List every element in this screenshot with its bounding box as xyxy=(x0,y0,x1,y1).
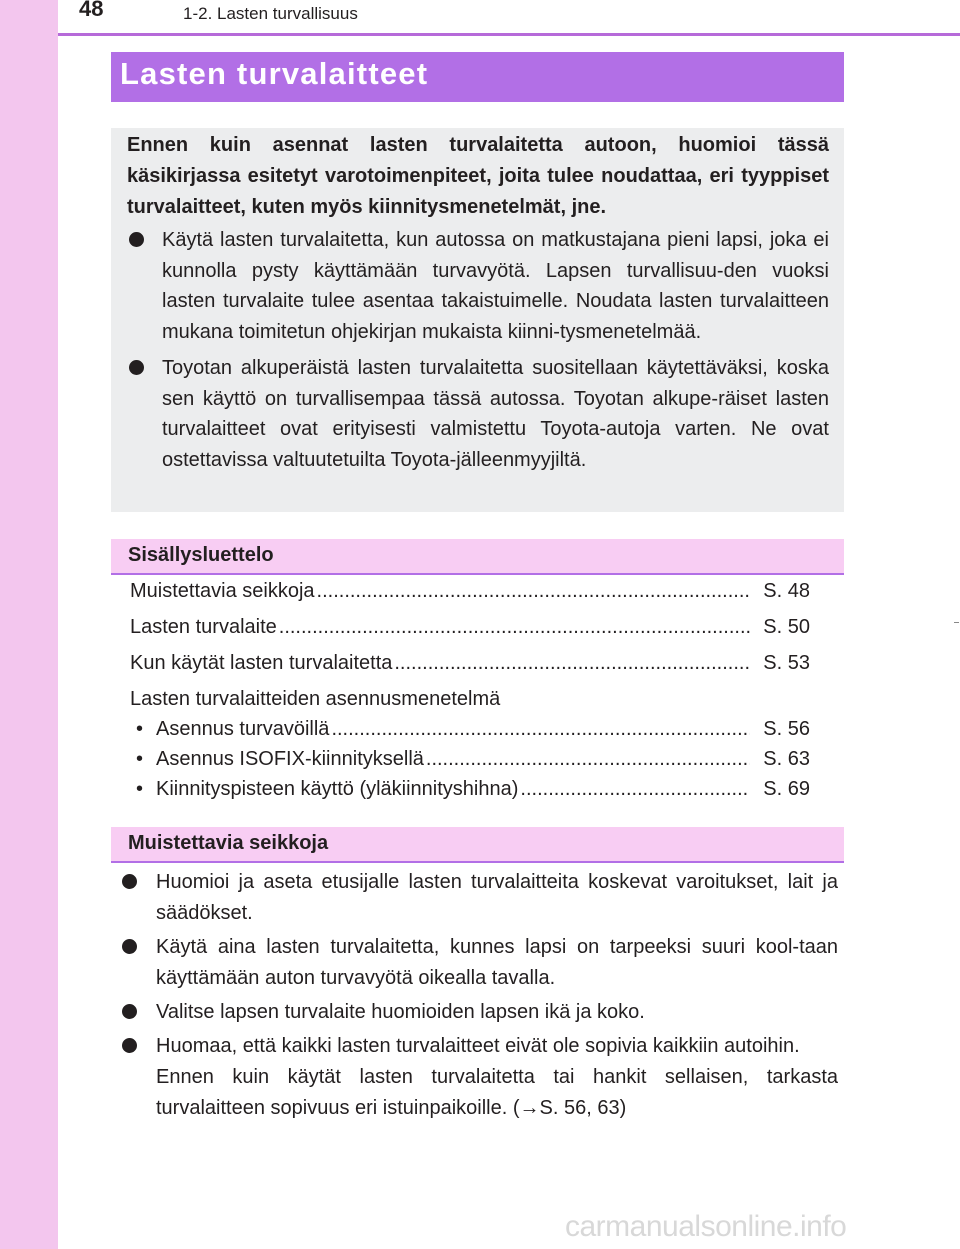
toc-heading: Sisällysluettelo xyxy=(128,544,274,566)
toc-sub-entry[interactable] xyxy=(130,718,810,748)
toc-entry-page: S. 69 xyxy=(763,778,810,800)
dot-leader xyxy=(426,748,750,771)
list-item-text: Valitse lapsen turvalaite huomioiden lapsen ikä ja koko. xyxy=(156,1001,645,1023)
list-item-text: Huomioi ja aseta etusijalle lasten turvalaitteita koskevat varoitukset, lait ja säädökset. xyxy=(156,871,838,924)
list-item-text: Käytä lasten turvalaitetta, kun autossa on matkustajana pieni lapsi, joka ei kunnolla pysty käyttämään turvavyötä. Lapsen turvallisuu-den vuoksi lasten turvalaite tulee asentaa takaistuimelle. Noudata lasten turvalaitteen mukana toimitetun ohjekirjan mukaista kiinni-tysmenetelmää. xyxy=(162,229,829,343)
toc-entry-label: Asennus ISOFIX-kiinnityksellä xyxy=(156,748,424,770)
toc-group-label: Lasten turvalaitteiden asennusmenetelmä xyxy=(130,688,501,710)
list-item-extra-paragraph: Ennen kuin käytät lasten turvalaitetta tai hankit sellaisen, tarkasta turvalaitteen sopivuus eri istuinpaikoille. (→S. 56, 63) xyxy=(156,1066,838,1119)
bullet-icon xyxy=(122,1004,137,1019)
toc-entry-page: S. 50 xyxy=(763,616,810,638)
intro-box xyxy=(111,128,844,512)
dot-leader xyxy=(394,652,750,675)
list-item-text: Huomaa, että kaikki lasten turvalaitteet eivät ole sopivia kaikkiin autoihin. xyxy=(156,1035,800,1057)
page-title-bar xyxy=(111,52,844,102)
toc-sub-entry[interactable] xyxy=(130,748,810,778)
page-number: 48 xyxy=(79,0,104,21)
toc-sub-entry-label-wrap xyxy=(130,748,424,771)
list-item xyxy=(127,225,829,347)
list-item-text: Käytä aina lasten turvalaitetta, kunnes lapsi on tarpeeksi suuri kool-taan käyttämään auton turvavyötä oikealla tavalla. xyxy=(156,936,838,989)
page-title: Lasten turvalaitteet xyxy=(120,56,429,91)
toc-sub-entry[interactable] xyxy=(130,778,810,808)
toc-entry-label: Kiinnityspisteen käyttö (yläkiinnityshihna) xyxy=(156,778,519,800)
table-of-contents xyxy=(130,580,810,808)
toc-sub-entry-label-wrap xyxy=(130,718,329,741)
toc-sub-entry-label-wrap xyxy=(130,778,518,801)
toc-sub-bullet: • xyxy=(136,778,144,800)
bullet-icon xyxy=(129,232,144,247)
header-rule xyxy=(58,33,960,36)
dot-leader xyxy=(317,580,750,603)
dot-leader xyxy=(279,616,750,639)
page-sidebar xyxy=(0,0,58,1249)
bullet-icon xyxy=(122,939,137,954)
toc-sub-bullet: • xyxy=(136,748,144,770)
toc-entry-label: Kun käytät lasten turvalaitetta xyxy=(130,652,393,674)
notes-bullet-list xyxy=(120,867,838,1124)
notes-heading: Muistettavia seikkoja xyxy=(128,832,329,854)
dot-leader xyxy=(331,718,750,741)
intro-bullet-list xyxy=(127,225,829,475)
toc-entry-label: Lasten turvalaite xyxy=(130,616,277,638)
list-item xyxy=(120,997,838,1028)
list-item-text: Toyotan alkuperäistä lasten turvalaitetta suositellaan käytettäväksi, koska sen käyttö on turvallisempaa tässä autossa. Toyotan alkupe-räiset lasten turvalaitteet ovat erityisesti valmistettu Toyota-autoja varten. Ne ovat ostettavissa valtuutetuilta Toyota-jälleenmyyjiltä. xyxy=(162,357,829,471)
dot-leader xyxy=(520,778,750,801)
list-item xyxy=(120,1031,838,1124)
toc-entry[interactable] xyxy=(130,652,810,682)
toc-entry[interactable] xyxy=(130,616,810,646)
toc-section-header xyxy=(111,539,844,575)
chapter-title: 1-2. Lasten turvallisuus xyxy=(183,4,358,23)
list-item xyxy=(120,932,838,994)
toc-entry-label: Muistettavia seikkoja xyxy=(130,580,315,602)
toc-entry-page: S. 53 xyxy=(763,652,810,674)
toc-entry-page: S. 63 xyxy=(763,748,810,770)
toc-entry-page: S. 56 xyxy=(763,718,810,740)
edge-tick xyxy=(954,622,959,623)
list-item xyxy=(127,353,829,475)
toc-entry-page: S. 48 xyxy=(763,580,810,602)
list-item xyxy=(120,867,838,929)
toc-entry[interactable] xyxy=(130,580,810,610)
notes-section-header xyxy=(111,827,844,863)
bullet-icon xyxy=(122,874,137,889)
watermark: carmanualsonline.info xyxy=(565,1210,847,1243)
intro-lead: Ennen kuin asennat lasten turvalaitetta autoon, huomioi tässä käsikirjassa esitetyt varotoimenpiteet, joita tulee noudattaa, eri tyyppiset turvalaitteet, kuten myös kiinnitysmenetelmät, jne. xyxy=(127,134,829,218)
toc-sub-bullet: • xyxy=(136,718,144,740)
bullet-icon xyxy=(129,360,144,375)
bullet-icon xyxy=(122,1038,137,1053)
toc-entry-label: Asennus turvavöillä xyxy=(156,718,330,740)
